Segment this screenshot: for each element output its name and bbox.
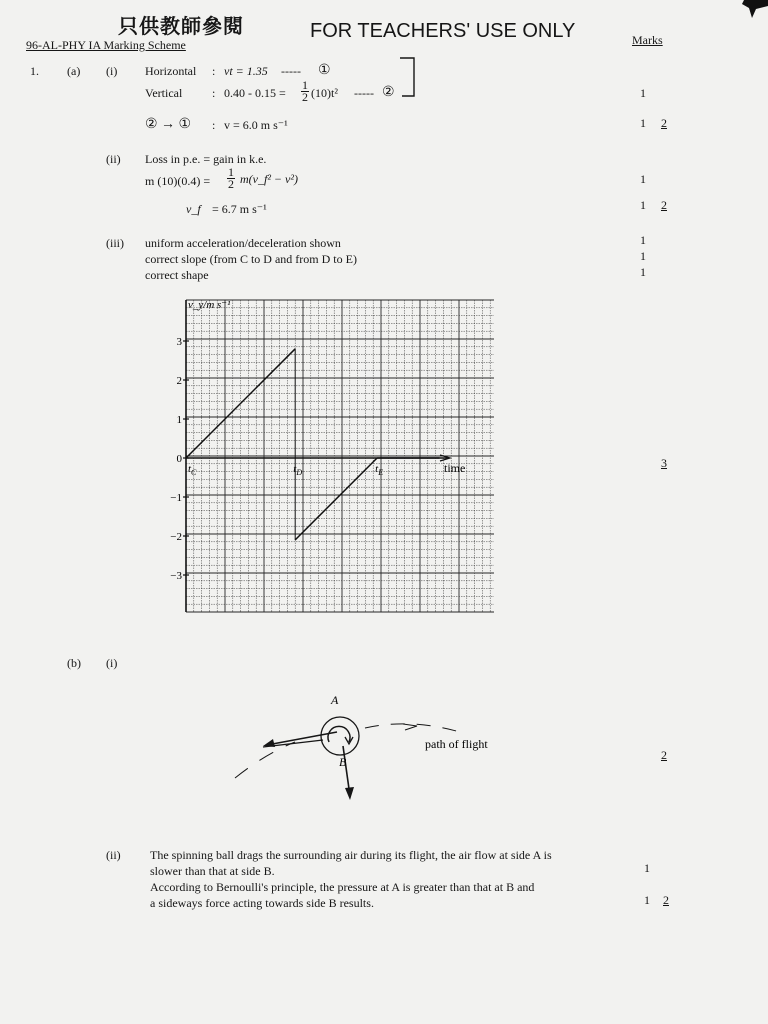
a-i-colon-2: : [212,86,216,100]
time-marker-label: $t_E$ [375,463,384,477]
y-tick-label: 2 [176,375,182,387]
a-ii-vf-value: = 6.7 m s⁻¹ [212,202,267,216]
a-i-colon-3: : [212,118,216,132]
spinning-ball-diagram [225,690,525,810]
a-ii-vf-label: v_f [186,202,201,216]
a-i-vertical-left: 0.40 - 0.15 = [224,86,286,100]
y-tick-label: −1 [170,492,182,504]
chinese-title: 只供教師參閱 [118,14,244,38]
a-ii-fraction-denominator: 2 [228,177,234,191]
a-ii-mark-2: 1 [640,198,646,212]
a-iii-mark-2: 1 [640,249,646,263]
part-b-label: (b) [67,656,81,670]
b-i-total: 2 [661,748,667,762]
a-iii-line2: correct slope (from C to D and from D to E) [145,252,357,266]
a-i-dashes: ----- [281,64,301,78]
ball-icon [321,717,359,755]
a-ii-mark-1: 1 [640,172,646,186]
subpart-b-i-label: (i) [106,656,118,670]
label-b: B [339,755,347,769]
y-tick-label: 3 [176,336,182,348]
b-ii-line2: slower than that at side B. [150,864,275,878]
a-i-vertical-label: Vertical [145,86,183,100]
y-tick-label: −2 [170,531,182,543]
a-i-total: 2 [661,116,667,130]
english-title: FOR TEACHERS' USE ONLY [310,20,576,42]
b-ii-line1: The spinning ball drags the surrounding air during its flight, the air flow at side A is [150,848,552,862]
time-marker-label: $t_D$ [293,463,303,477]
y-tick-label: 0 [176,453,182,465]
a-iii-line1: uniform acceleration/deceleration shown [145,236,341,250]
a-ii-fraction-half [227,167,235,190]
a-ii-eq-right: m(v_f² − v²) [240,172,298,186]
a-ii-eq-left: m (10)(0.4) = [145,174,211,188]
y-tick-label: −3 [170,570,182,582]
graph-lines [186,349,440,540]
paper-code: 96-AL-PHY IA Marking Scheme [26,38,186,52]
b-ii-line3: According to Bernoulli's principle, the pressure at A is greater than that at B and [150,880,535,894]
graph-line-segment-2 [295,458,377,540]
subpart-a-ii-label: (ii) [106,152,121,166]
b-ii-line4: a sideways force acting towards side B results. [150,896,374,910]
equation-bracket [398,56,418,100]
a-ii-total: 2 [661,198,667,212]
y-tick-label: 1 [176,414,182,426]
subpart-a-iii-label: (iii) [106,236,124,250]
a-i-colon: : [212,64,216,78]
a-iii-total: 3 [661,456,667,470]
part-a-label: (a) [67,64,81,78]
fraction-half [301,80,309,103]
flight-path-left [235,742,295,778]
flight-direction-arrow [403,724,417,730]
b-ii-total: 2 [663,893,669,907]
question-number: 1. [30,64,39,78]
marks-heading: Marks [632,33,663,47]
a-ii-line1: Loss in p.e. = gain in k.e. [145,152,267,166]
fraction-numerator: 1 [302,78,308,92]
a-iii-mark-1: 1 [640,233,646,247]
a-i-substitution: ② → ① [145,117,192,132]
a-ii-fraction-numerator: 1 [228,165,234,179]
fraction-denominator: 2 [302,90,308,104]
corner-smudge [742,0,768,20]
a-iii-mark-3: 1 [640,265,646,279]
a-i-mark-1: 1 [640,86,646,100]
a-i-mark-2: 1 [640,116,646,130]
equation-1-marker: ① [318,63,331,78]
a-i-dashes-2: ----- [354,86,374,100]
a-i-horizontal-label: Horizontal [145,64,197,78]
a-i-horizontal-eq: vt = 1.35 [224,64,268,78]
a-i-result: v = 6.0 m s⁻¹ [224,118,288,132]
equation-2-marker: ② [382,85,395,100]
force-arrowhead-icon [345,787,354,800]
a-iii-line3: correct shape [145,268,209,282]
a-i-vertical-right: (10)t² [311,86,338,100]
b-ii-mark-2: 1 [644,893,650,907]
subpart-b-ii-label: (ii) [106,848,121,862]
label-a: A [331,693,339,707]
velocity-time-graph [150,290,510,620]
subpart-a-i-label: (i) [106,64,118,78]
b-ii-mark-1: 1 [644,861,650,875]
graph-grid [186,300,494,612]
x-axis-label: time [444,461,466,475]
y-axis-label: v_y/m s⁻¹ [188,299,231,311]
time-marker-label: $t_C$ [187,463,197,477]
path-of-flight-label: path of flight [425,737,488,751]
